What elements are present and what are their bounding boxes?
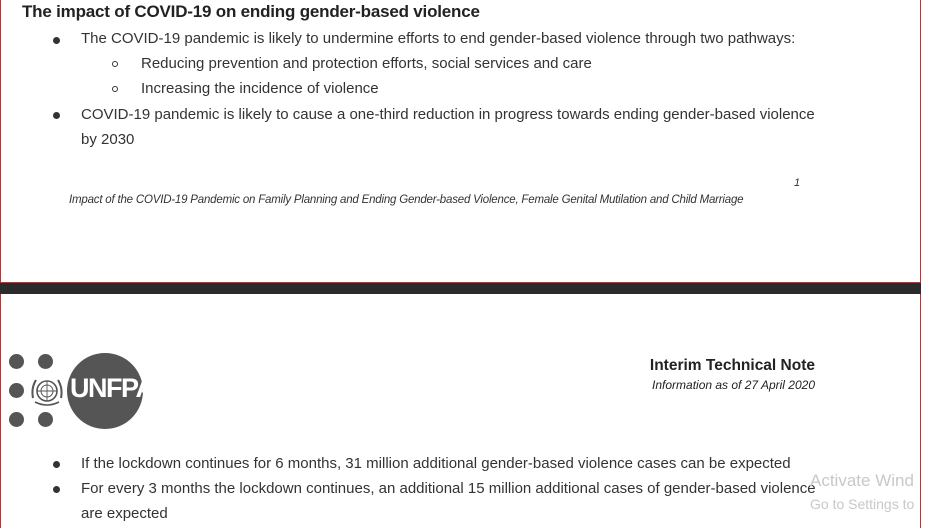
sub-bullet-prevention: Reducing prevention and protection efforts, social services and care [141,55,592,72]
technical-note-title: Interim Technical Note [649,357,815,374]
bullet-lockdown-3-months-line-2: are expected [81,505,168,522]
bullet-dot [53,486,60,493]
logo-dot [38,412,53,427]
section-heading: The impact of COVID-19 on ending gender-based violence [22,2,480,21]
logo-dot [38,354,53,369]
unfpa-logo-text: UNFPA [70,373,154,403]
bullet-lockdown-3-months-line-1: For every 3 months the lockdown continues, an additional 15 million additional cases of gender-based violence [81,480,816,497]
logo-dot [9,354,24,369]
logo-dot [9,383,24,398]
bullet-lockdown-6-months: If the lockdown continues for 6 months, 31 million additional gender-based violence cases can be expected [81,455,791,472]
bullet-dot [53,461,60,468]
bullet-reduction-line-2: by 2030 [81,131,135,148]
bullet-dot [53,37,60,44]
bullet-pathways: The COVID-19 pandemic is likely to undermine efforts to end gender-based violence through two pathways: [81,30,796,47]
bullet-dot [53,112,60,119]
un-emblem-icon [29,376,65,408]
sub-bullet-circle [112,86,118,92]
page-number: 1 [794,177,801,189]
sub-bullet-incidence: Increasing the incidence of violence [141,80,379,97]
activate-windows-watermark: Activate Wind [810,471,914,490]
page-separator [0,283,925,294]
activate-windows-settings-hint: Go to Settings to [810,496,915,512]
technical-note-date: Information as of 27 April 2020 [652,378,815,392]
page-footer-text: Impact of the COVID-19 Pandemic on Family Planning and Ending Gender-based Violence, Female Genital Mutilation and Child Marriage [69,194,744,206]
window-edge [921,0,925,528]
logo-dot [9,412,24,427]
bullet-reduction-line-1: COVID-19 pandemic is likely to cause a one-third reduction in progress towards ending gender-based violence [81,106,815,123]
sub-bullet-circle [112,61,118,67]
